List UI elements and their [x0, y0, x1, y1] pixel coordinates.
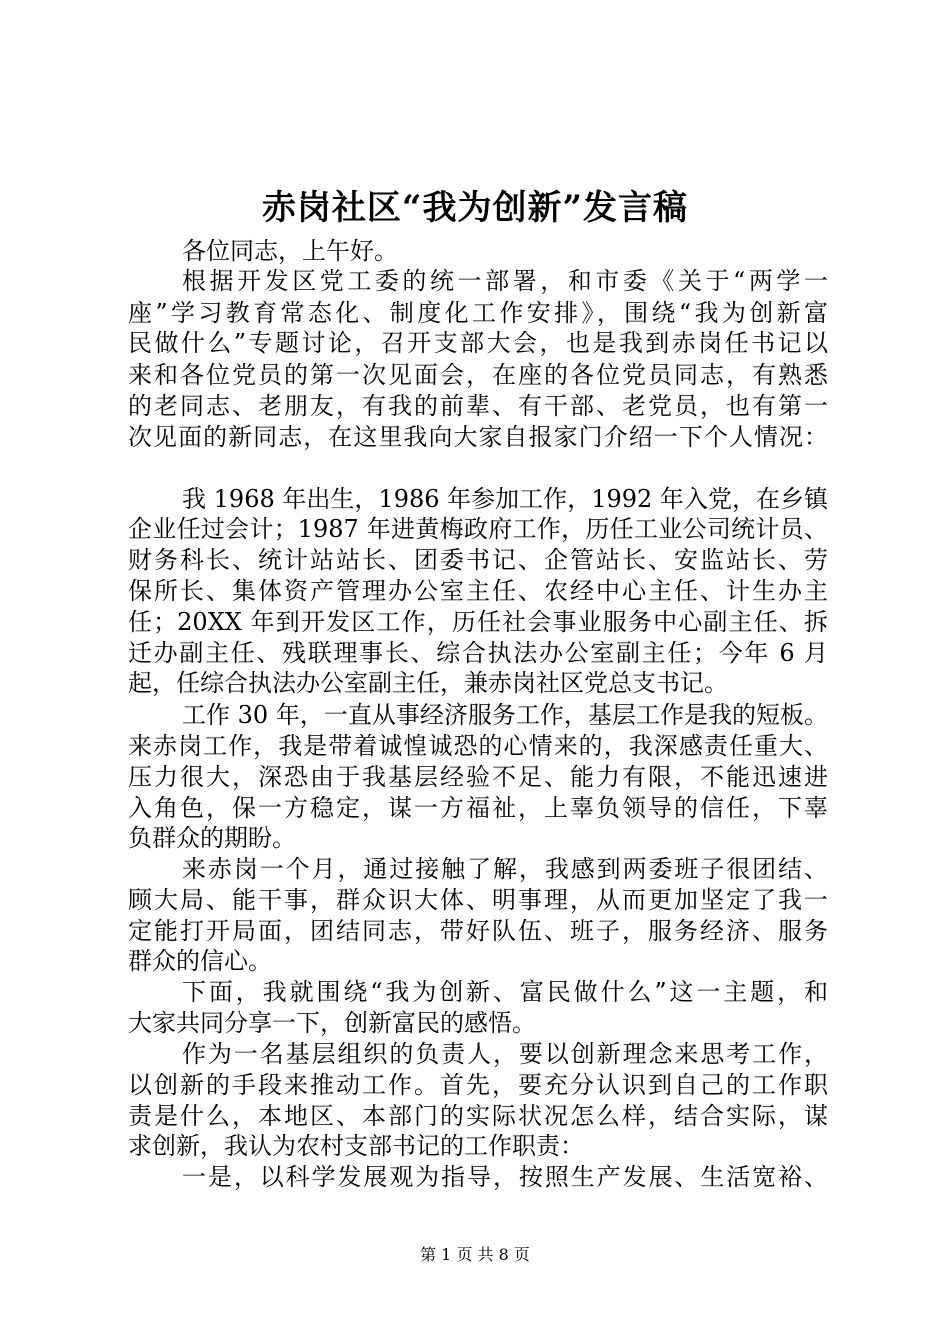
text-line: 任；20XX 年到开发区工作，历任社会事业服务中心副主任、拆	[128, 608, 828, 636]
page-number: 第 1 页 共 8 页	[420, 1245, 530, 1264]
text-line: 顾大局、能干事，群众识大体、明事理，从而更加坚定了我一	[128, 886, 828, 914]
text-line: 各位同志，上午好。	[182, 237, 398, 265]
text-line: 责是什么，本地区、本部门的实际状况怎么样，结合实际，谋	[128, 1102, 828, 1130]
text-line: 财务科长、统计站站长、团委书记、企管站长、安监站长、劳	[128, 546, 828, 574]
text-line: 求创新，我认为农村支部书记的工作职责：	[128, 1132, 584, 1160]
text-line: 入角色，保一方稳定，谋一方福祉，上辜负领导的信任，下辜	[128, 794, 828, 822]
text-line: 作为一名基层组织的负责人，要以创新理念来思考工作，	[182, 1040, 828, 1068]
text-line: 一是，以科学发展观为指导，按照生产发展、生活宽裕、	[182, 1163, 828, 1191]
text-line: 压力很大，深恐由于我基层经验不足、能力有限，不能迅速进	[128, 763, 828, 791]
text-line: 迁办副主任、残联理事长、综合执法办公室副主任；今年 6 月	[128, 639, 828, 667]
text-line: 大家共同分享一下，创新富民的感悟。	[128, 1009, 536, 1037]
text-line: 企业任过会计；1987 年进黄梅政府工作，历任工业公司统计员、	[128, 515, 828, 543]
text-line: 负群众的期盼。	[128, 824, 296, 852]
text-line: 保所长、集体资产管理办公室主任、农经中心主任、计生办主	[128, 577, 828, 605]
text-line: 以创新的手段来推动工作。首先，要充分认识到自己的工作职	[128, 1071, 828, 1099]
text-line: 定能打开局面，团结同志，带好队伍、班子，服务经济、服务	[128, 917, 828, 945]
text-line: 群众的信心。	[128, 947, 272, 975]
text-line: 我 1968 年出生，1986 年参加工作，1992 年入党，在乡镇	[182, 485, 828, 513]
text-line: 民做什么”专题讨论，召开支部大会，也是我到赤岗任书记以	[128, 329, 828, 357]
text-line: 工作 30 年，一直从事经济服务工作，基层工作是我的短板。	[182, 701, 828, 729]
text-line: 来和各位党员的第一次见面会，在座的各位党员同志，有熟悉	[128, 361, 828, 389]
document-title: 赤岗社区“我为创新”发言稿	[261, 188, 689, 228]
text-line: 次见面的新同志，在这里我向大家自报家门介绍一下个人情况：	[128, 423, 828, 451]
text-line: 根据开发区党工委的统一部署，和市委《关于“两学一	[182, 267, 828, 295]
text-line: 来赤岗工作，我是带着诚惶诚恐的心情来的，我深感责任重大、	[128, 732, 828, 760]
text-line: 起，任综合执法办公室副主任，兼赤岗社区党总支书记。	[128, 669, 728, 697]
text-line: 的老同志、老朋友，有我的前辈、有干部、老党员，也有第一	[128, 392, 828, 420]
text-line: 座”学习教育常态化、制度化工作安排》，围绕“我为创新富	[128, 299, 828, 327]
text-line: 下面，我就围绕“我为创新、富民做什么”这一主题，和	[182, 978, 828, 1006]
text-line: 来赤岗一个月，通过接触了解，我感到两委班子很团结、	[182, 855, 828, 883]
